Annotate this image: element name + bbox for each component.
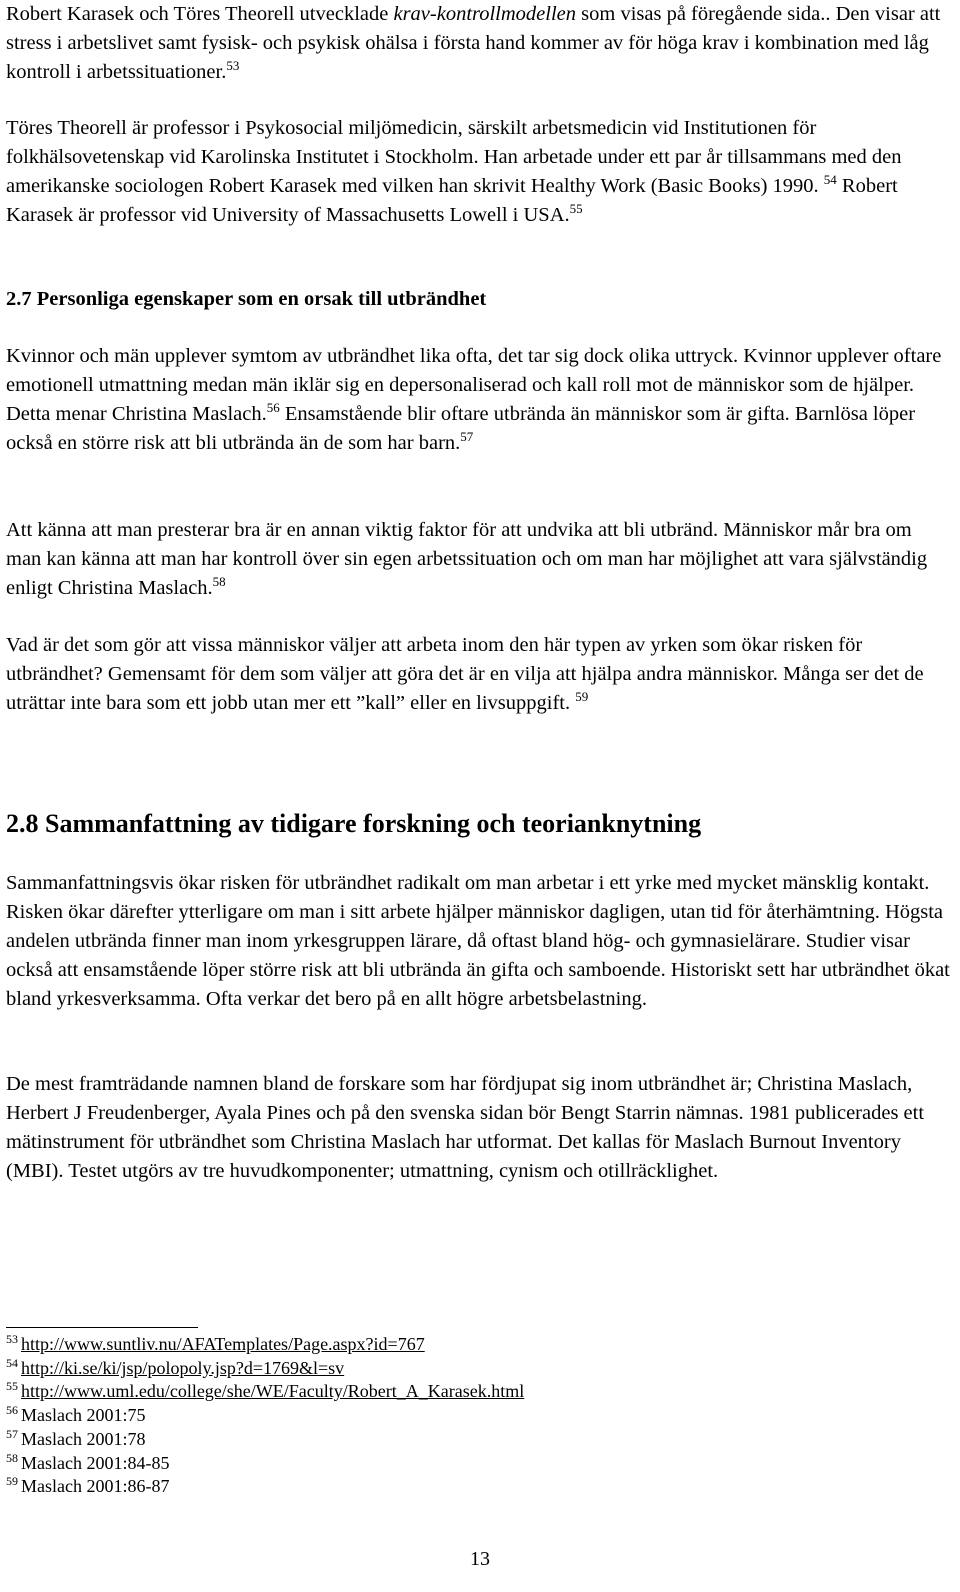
paragraph-calling — [6, 631, 950, 718]
paragraph-theorell — [6, 114, 950, 230]
footnote-number: 54 — [6, 1355, 18, 1370]
footnote-54 — [6, 1357, 906, 1381]
footnote-56 — [6, 1404, 906, 1428]
footnote-57 — [6, 1428, 906, 1452]
paragraph-text: Kvinnor och män upplever symtom av utbrändhet lika ofta, det tar sig dock olika uttryck. Kvinnor upplever oftare emotionell utmattning medan män iklär sig en depersonaliserad och kall roll mot de människor som de hjälper. Detta menar Christina Maslach. — [6, 345, 942, 425]
footnote-ref-57[interactable]: 57 — [460, 429, 474, 444]
footnote-59 — [6, 1475, 906, 1499]
paragraph-karasek-model — [6, 0, 950, 87]
paragraph-text: Robert Karasek är professor vid University of Massachusetts Lowell i USA. — [6, 175, 898, 226]
section-heading-2-7: 2.7 Personliga egenskaper som en orsak till utbrändhet — [6, 288, 487, 310]
paragraph-text: Robert Karasek och Töres Theorell utvecklade — [6, 3, 394, 25]
footnote-55 — [6, 1380, 906, 1404]
footnote-number: 58 — [6, 1450, 18, 1465]
footnote-number: 56 — [6, 1403, 18, 1418]
footnote-53 — [6, 1333, 906, 1357]
footnote-number: 53 — [6, 1332, 18, 1346]
paragraph-text: Att känna att man presterar bra är en annan viktig faktor för att undvika att bli utbränd. Människor mår bra om man kan känna att man har kontroll över sin egen arbetssituation och om man har möjlighet att vara självständig enligt Christina Maslach. — [6, 519, 928, 599]
paragraph-text: som visas på föregående sida.. Den visar att stress i arbetslivet samt fysisk- och psykisk ohälsa i första hand kommer av för höga krav i kombination med låg kontroll i arbetssituationer. — [6, 3, 941, 83]
footnote-link[interactable]: http://ki.se/ki/jsp/polopoly.jsp?d=1769&l=sv — [21, 1357, 345, 1378]
paragraph-performance — [6, 516, 950, 603]
paragraph-summary: Sammanfattningsvis ökar risken för utbrändhet radikalt om man arbetar i ett yrke med mycket mänsklig kontakt. Risken ökar därefter ytterligare om man i sitt arbete hjälper människor dagligen, utan tid för återhämtning. Högsta andelen utbrända finner man inom yrkesgruppen lärare, då oftast bland hög- och gymnasielärare. Studier visar också att ensamstående löper större risk att bli utbrända än gifta och samboende. Historiskt sett har utbrändhet ökat bland yrkesverksamma. Ofta verkar det bero på en allt högre arbetsbelastning. — [6, 872, 950, 1010]
footnote-text: Maslach 2001:84-85 — [21, 1452, 170, 1473]
footnote-ref-56[interactable]: 56 — [266, 400, 280, 415]
footnote-ref-54[interactable]: 54 — [823, 172, 837, 187]
page-number: 13 — [470, 1548, 490, 1570]
footnote-number: 55 — [6, 1379, 18, 1394]
footnote-text: Maslach 2001:78 — [21, 1428, 146, 1449]
footnote-ref-55[interactable]: 55 — [569, 201, 583, 216]
footnote-number: 57 — [6, 1426, 18, 1441]
paragraph-text: Ensamstående blir oftare utbrända än människor som är gifta. Barnlösa löper också en större risk att bli utbrända än de som har barn. — [6, 403, 916, 454]
footnote-ref-53[interactable]: 53 — [226, 58, 240, 73]
footnote-ref-59[interactable]: 59 — [575, 689, 589, 704]
section-heading-2-8: 2.8 Sammanfattning av tidigare forskning och teorianknytning — [6, 809, 702, 838]
footnotes — [6, 1333, 906, 1499]
model-name-italic: krav-kontrollmodellen — [393, 3, 577, 25]
paragraph-symptoms — [6, 342, 950, 458]
paragraph-text: Töres Theorell är professor i Psykosocial miljömedicin, särskilt arbetsmedicin vid Institutionen för folkhälsovetenskap vid Karolinska Institutet i Stockholm. Han arbetade under ett par år tillsammans med den amerikanske sociologen Robert Karasek med vilken han skrivit Healthy Work (Basic Books) 1990. — [6, 117, 902, 197]
footnote-number: 59 — [6, 1474, 18, 1489]
footnote-link[interactable]: http://www.suntliv.nu/AFATemplates/Page.aspx?id=767 — [21, 1334, 425, 1354]
paragraph-text: Vad är det som gör att vissa människor väljer att arbeta inom den här typen av yrken som ökar risken för utbrändhet? Gemensamt för dem som väljer att göra det är en vilja att hjälpa andra människor. Många ser det de uträttar inte bara som ett jobb utan mer ett ”kall” eller en livsuppgift. — [6, 634, 924, 714]
footnote-text: Maslach 2001:86-87 — [21, 1476, 170, 1497]
paragraph-researchers: De mest framträdande namnen bland de forskare som har fördjupat sig inom utbrändhet är; Christina Maslach, Herbert J Freudenberger, Ayala Pines och på den svenska sidan bör Bengt Starrin nämnas. 1981 publicerades ett mätinstrument för utbrändhet som Christina Maslach har utformat. Det kallas för Maslach Burnout Inventory (MBI). Testet utgörs av tre huvudkomponenter; utmattning, cynism och otillräcklighet. — [6, 1073, 925, 1182]
footnote-link[interactable]: http://www.uml.edu/college/she/WE/Faculty/Robert_A_Karasek.html — [21, 1381, 525, 1402]
footnote-separator — [6, 1327, 198, 1328]
footnote-58 — [6, 1452, 906, 1476]
footnote-text: Maslach 2001:75 — [21, 1405, 146, 1426]
footnote-ref-58[interactable]: 58 — [212, 574, 226, 589]
